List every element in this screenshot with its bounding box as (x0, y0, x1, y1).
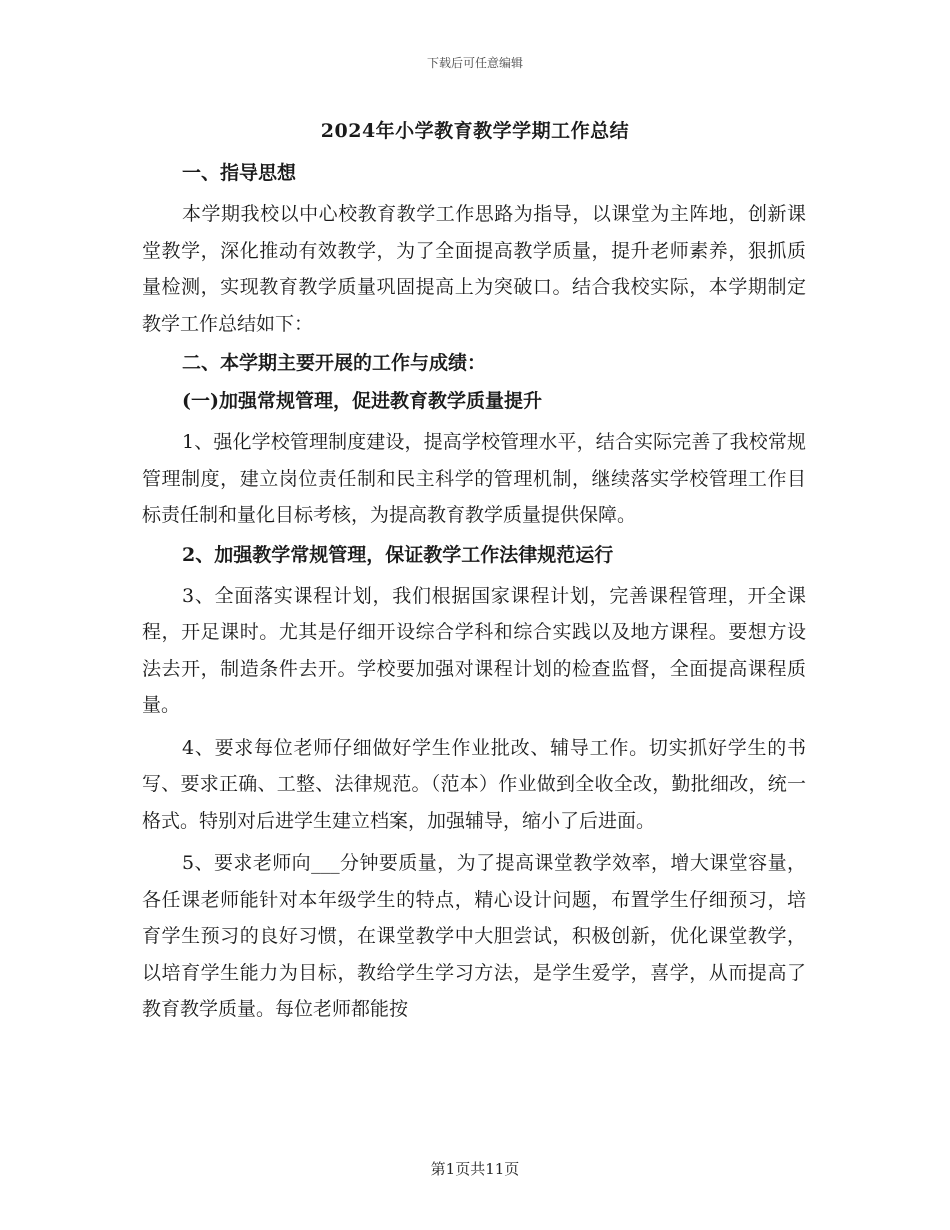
subsection-heading-routine-management: (一)加强常规管理，促进教育教学质量提升 (182, 390, 542, 412)
page-header: 下载后可任意编辑 (426, 56, 523, 70)
subsection-heading-teaching-routine: 2、加强教学常规管理，保证教学工作法律规范运行 (182, 543, 614, 566)
paragraph-item-4: 4、要求每位老师仔细做好学生作业批改、辅导工作。切实抓好学生的书写、要求正确、工整、法律规范。（范本）作业做到全收全改，勤批细改，统一格式。特别对后进学生建立档案，加强辅导，缩小了后进面。 (142, 736, 806, 832)
paragraph-item-3: 3、全面落实课程计划，我们根据国家课程计划，完善课程管理，开全课程，开足课时。尤其是仔细开设综合学科和综合实践以及地方课程。要想方设法去开，制造条件去开。学校要加强对课程计划的检查监督，全面提高课程质量。 (142, 584, 806, 716)
paragraph-item-1: 1、强化学校管理制度建设，提高学校管理水平，结合实际完善了我校常规管理制度，建立岗位责任制和民主科学的管理机制，继续落实学校管理工作目标责任制和量化目标考核，为提高教育教学质量提供保障。 (142, 431, 806, 526)
document-body (142, 158, 806, 1034)
document-title: 2024年小学教育教学学期工作总结 (320, 120, 630, 142)
paragraph-intro: 本学期我校以中心校教育教学工作思路为指导，以课堂为主阵地，创新课堂教学，深化推动有效教学，为了全面提高教学质量，提升老师素养，狠抓质量检测，实现教育教学质量巩固提高上为突破口。结合我校实际，本学期制定教学工作总结如下： (142, 203, 806, 335)
section-heading-main-work: 二、本学期主要开展的工作与成绩： (182, 352, 487, 374)
paragraph-item-5: 5、要求老师向___分钟要质量，为了提高课堂教学效率，增大课堂容量，各任课老师能针对本年级学生的特点，精心设计问题，布置学生仔细预习，培育学生预习的良好习惯，在课堂教学中大胆尝试，积极创新，优化课堂教学，以培育学生能力为目标，教给学生学习方法，是学生爱学，喜学，从而提高了教育教学质量。每位老师都能按 (142, 852, 806, 1020)
page-number: 第1页共11页 (430, 1160, 520, 1178)
section-heading-guiding-thought: 一、指导思想 (182, 162, 297, 184)
